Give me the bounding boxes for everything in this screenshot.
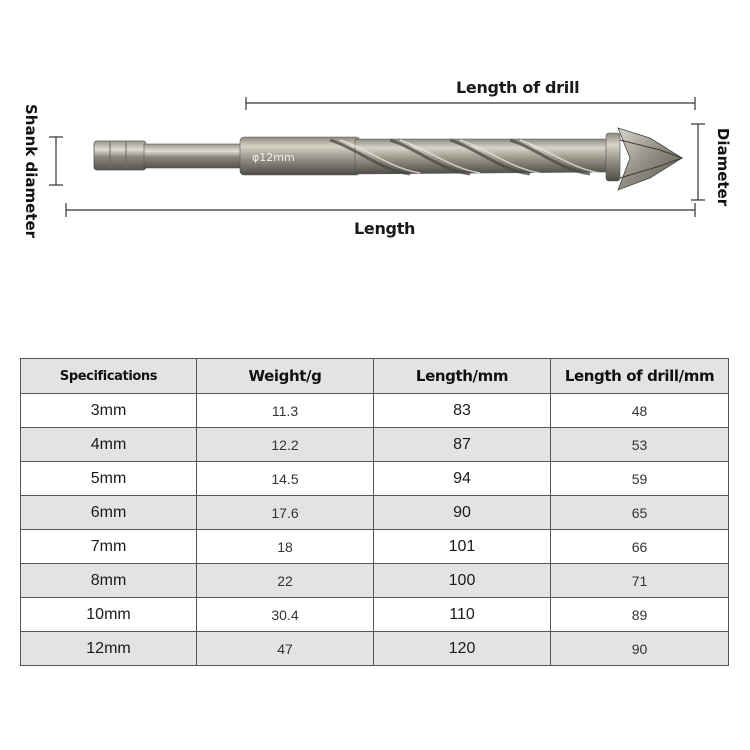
length-label: Length [354, 219, 416, 238]
cell-length: 87 [374, 428, 551, 462]
shank-diameter-label: Shank diameter [22, 103, 40, 239]
cell-weight: 11.3 [197, 394, 374, 428]
table-row [21, 598, 729, 632]
shank-diameter-label-wrap [14, 103, 48, 239]
cell-drill-length: 65 [551, 496, 729, 530]
table-row [21, 496, 729, 530]
cell-spec: 4mm [21, 428, 197, 462]
cell-weight: 30.4 [197, 598, 374, 632]
cell-weight: 22 [197, 564, 374, 598]
header-weight: Weight/g [197, 359, 374, 394]
cell-spec: 12mm [21, 632, 197, 666]
table-row [21, 530, 729, 564]
cell-drill-length: 53 [551, 428, 729, 462]
header-length: Length/mm [374, 359, 551, 394]
cell-length: 90 [374, 496, 551, 530]
table-row [21, 394, 729, 428]
cell-weight: 17.6 [197, 496, 374, 530]
table-header-row [21, 359, 729, 394]
table-row [21, 428, 729, 462]
cell-weight: 12.2 [197, 428, 374, 462]
cell-spec: 7mm [21, 530, 197, 564]
cell-length: 83 [374, 394, 551, 428]
cell-drill-length: 66 [551, 530, 729, 564]
cell-spec: 10mm [21, 598, 197, 632]
diameter-label: Diameter [714, 127, 732, 207]
bit-size-marking: φ12mm [252, 151, 295, 164]
specification-table [20, 358, 729, 666]
cell-spec: 8mm [21, 564, 197, 598]
cell-drill-length: 59 [551, 462, 729, 496]
cell-drill-length: 71 [551, 564, 729, 598]
cell-weight: 18 [197, 530, 374, 564]
cell-length: 101 [374, 530, 551, 564]
cell-drill-length: 48 [551, 394, 729, 428]
cell-drill-length: 90 [551, 632, 729, 666]
cell-length: 120 [374, 632, 551, 666]
cell-length: 94 [374, 462, 551, 496]
header-specifications: Specifications [21, 359, 197, 394]
drill-diagram [0, 0, 750, 260]
cell-length: 100 [374, 564, 551, 598]
table-row [21, 462, 729, 496]
cell-spec: 3mm [21, 394, 197, 428]
header-length-of-drill: Length of drill/mm [551, 359, 729, 394]
cell-spec: 6mm [21, 496, 197, 530]
cell-length: 110 [374, 598, 551, 632]
cell-spec: 5mm [21, 462, 197, 496]
cell-weight: 47 [197, 632, 374, 666]
diameter-label-wrap [706, 128, 740, 206]
table-row [21, 632, 729, 666]
cell-weight: 14.5 [197, 462, 374, 496]
table-row [21, 564, 729, 598]
cell-drill-length: 89 [551, 598, 729, 632]
length-of-drill-label: Length of drill [456, 78, 580, 97]
